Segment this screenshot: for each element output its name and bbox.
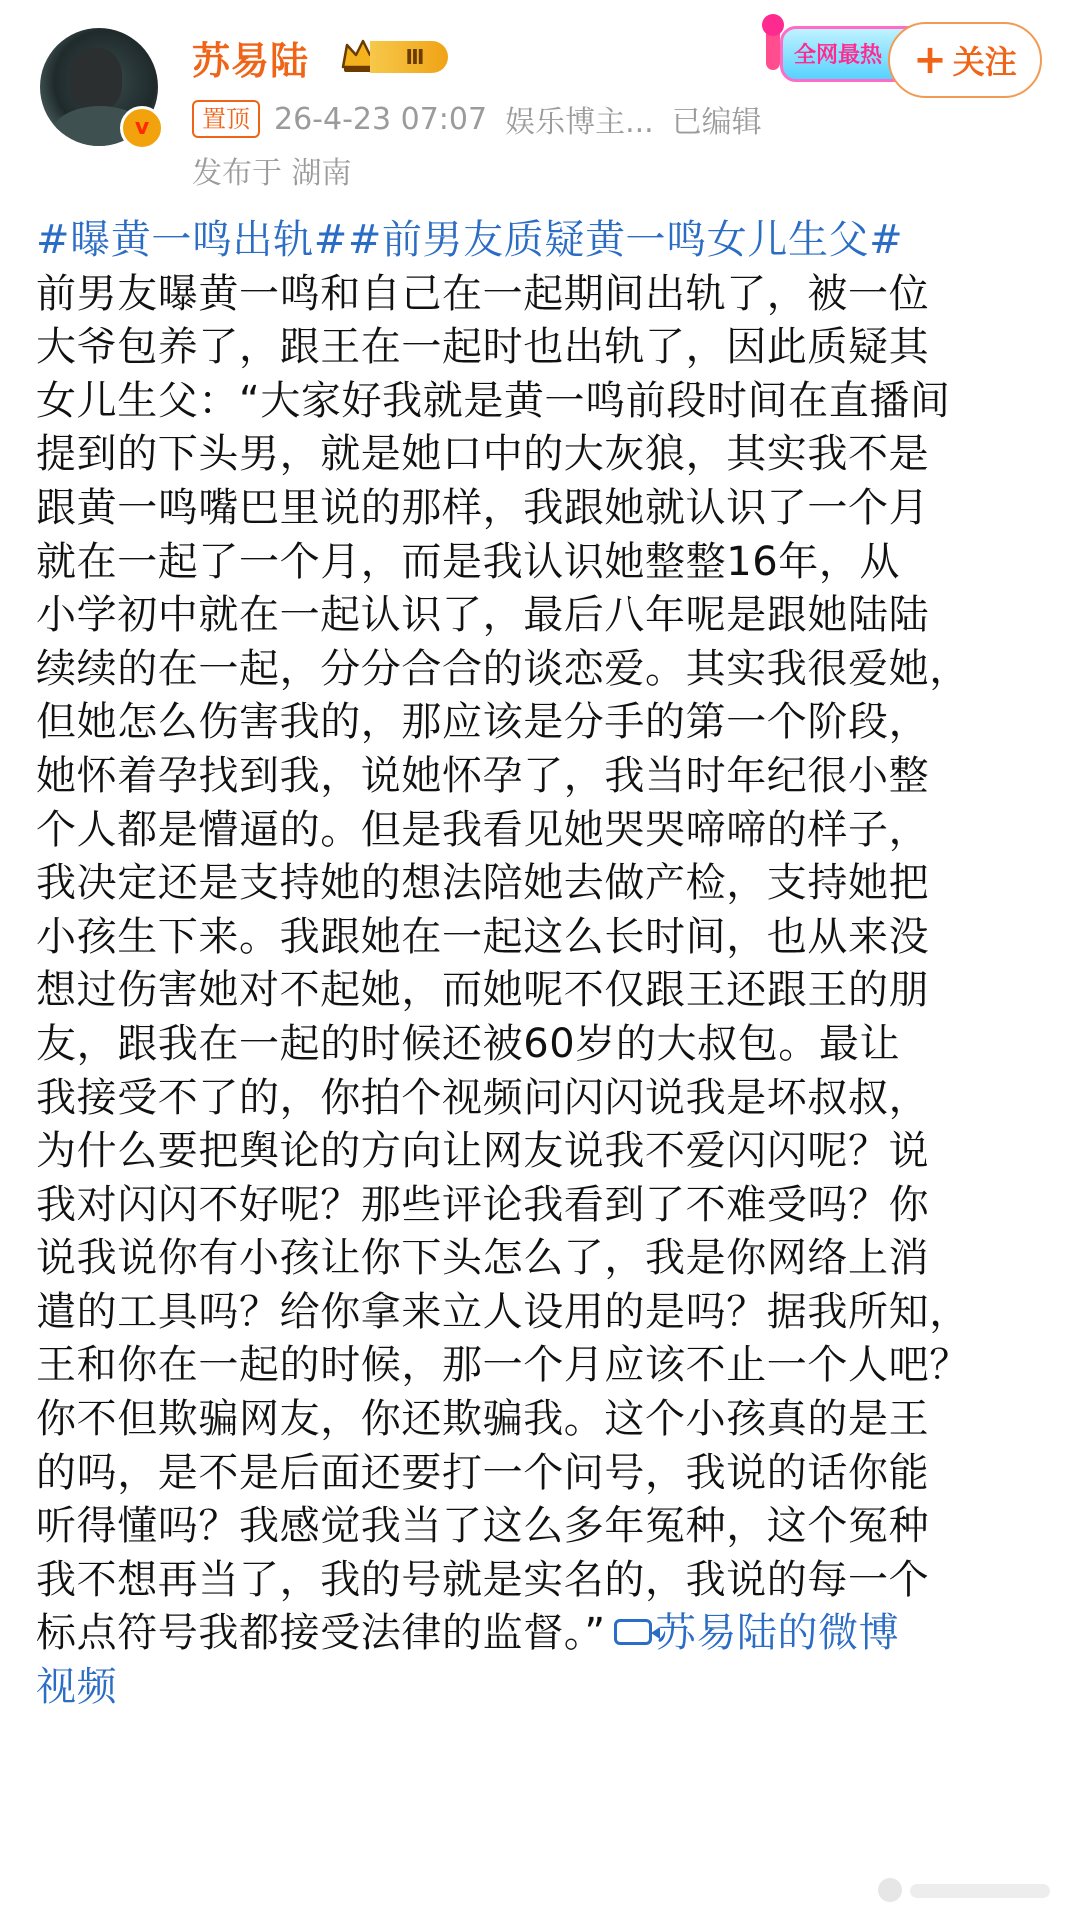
- text-line: 但她怎么伤害我的，那应该是分手的第一个阶段，: [36, 699, 930, 746]
- watermark-bar: [910, 1884, 1050, 1898]
- text-line: 小孩生下来。我跟她在一起这么长时间，也从来没: [36, 913, 930, 960]
- text-line: 跟黄一鸣嘴巴里说的那样，我跟她就认识了一个月: [36, 484, 930, 531]
- pinned-badge: 置顶: [192, 100, 260, 138]
- text-line: 续续的在一起，分分合合的谈恋爱。其实我很爱她，: [36, 645, 970, 692]
- final-text-line: [36, 1607, 1046, 1661]
- video-link-label: 苏易陆的微博: [655, 1610, 900, 1657]
- follow-button[interactable]: [888, 22, 1042, 98]
- post-body: [36, 268, 1046, 1608]
- text-line: 前男友曝黄一鸣和自己在一起期间出轨了，被一位: [36, 270, 930, 317]
- text-line: 我决定还是支持她的想法陪她去做产检，支持她把: [36, 860, 930, 907]
- username[interactable]: 苏易陆: [192, 39, 310, 83]
- post-header: [0, 0, 1080, 190]
- video-link[interactable]: [606, 1610, 900, 1656]
- text-line: 听得懂吗？我感觉我当了这么多年冤种，这个冤种: [36, 1503, 930, 1550]
- vip-level-badge[interactable]: [340, 33, 452, 77]
- text-line: 就在一起了一个月，而是我认识她整整16年，从: [36, 538, 901, 585]
- verified-badge-icon: v: [120, 106, 164, 150]
- text-line: 为什么要把舆论的方向让网友说我不爱闪闪呢？说: [36, 1128, 930, 1175]
- watermark-logo-icon: [878, 1878, 902, 1902]
- hashtag-line: [36, 214, 1046, 268]
- video-link-line-2: [36, 1661, 1046, 1715]
- text-line: 小学初中就在一起认识了，最后八年呢是跟她陆陆: [36, 592, 930, 639]
- text-line: 我对闪闪不好呢？那些评论我看到了不难受吗？你: [36, 1181, 930, 1228]
- hashtag-2[interactable]: #前男友质疑黄一鸣女儿生父#: [347, 217, 904, 263]
- text-line: 我不想再当了，我的号就是实名的，我说的每一个: [36, 1556, 930, 1603]
- promo-ball: [762, 14, 784, 36]
- final-text: 标点符号我都接受法律的监督。”: [36, 1610, 606, 1657]
- text-line: 她怀着孕找到我，说她怀孕了，我当时年纪很小整: [36, 752, 930, 799]
- text-line: 我接受不了的，你拍个视频问闪闪说我是坏叔叔，: [36, 1074, 930, 1121]
- text-line: 女儿生父：“大家好我就是黄一鸣前段时间在直播间: [36, 377, 951, 424]
- post-content: [36, 214, 1046, 1715]
- text-line: 提到的下头男，就是她口中的大灰狼，其实我不是: [36, 431, 930, 478]
- video-link-icon: [614, 1619, 652, 1645]
- post-meta: [192, 98, 762, 140]
- promo-text: 全网最热: [794, 43, 883, 68]
- text-line: 说我说你有小孩让你下头怎么了，我是你网络上消: [36, 1235, 930, 1282]
- video-link-label-2[interactable]: 视频: [36, 1664, 118, 1711]
- text-line: 你不但欺骗网友，你还欺骗我。这个小孩真的是王: [36, 1396, 930, 1443]
- post-timestamp[interactable]: 26-4-23 07:07: [274, 101, 488, 137]
- text-line: 大爷包养了，跟王在一起时也出轨了，因此质疑其: [36, 324, 930, 371]
- text-line: 王和你在一起的时候，那一个月应该不止一个人吧？: [36, 1342, 970, 1389]
- follow-label: 关注: [952, 43, 1017, 81]
- hashtag-1[interactable]: #曝黄一鸣出轨#: [36, 217, 348, 263]
- text-line: 想过伤害她对不起她，而她呢不仅跟王还跟王的朋: [36, 967, 930, 1014]
- text-line: 的吗，是不是后面还要打一个问号，我说的话你能: [36, 1449, 930, 1496]
- avatar-face: [70, 48, 122, 110]
- post-location: 发布于 湖南: [192, 156, 352, 191]
- edited-label[interactable]: 已编辑: [671, 105, 762, 140]
- vip-level-label: Ⅲ: [370, 41, 448, 73]
- watermark: [868, 1872, 1058, 1912]
- post-source[interactable]: 娱乐博主...: [505, 105, 654, 140]
- text-line: 遣的工具吗？给你拿来立人设用的是吗？据我所知，: [36, 1288, 970, 1335]
- text-line: 个人都是懵逼的。但是我看见她哭哭啼啼的样子，: [36, 806, 930, 853]
- plus-icon: +: [913, 37, 947, 83]
- text-line: 友，跟我在一起的时候还被60岁的大叔包。最让: [36, 1020, 901, 1067]
